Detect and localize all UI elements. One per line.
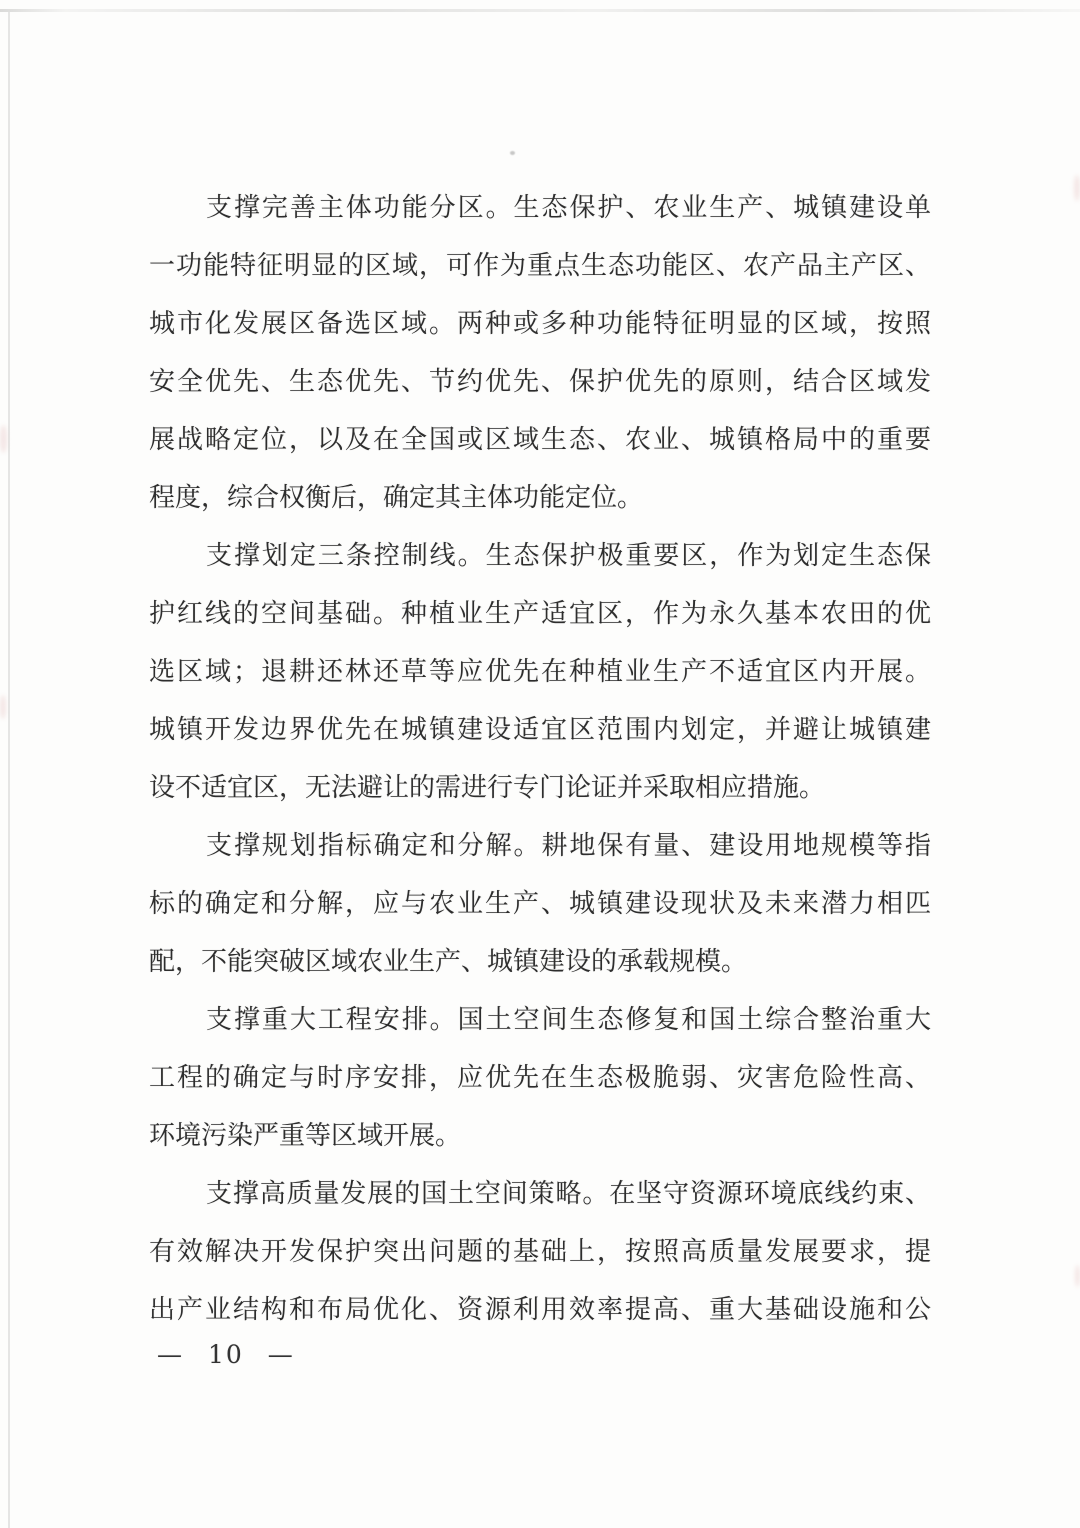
scan-smudge-artifact	[1075, 1265, 1080, 1287]
text-line: 展战略定位，以及在全国或区域生态、农业、城镇格局中的重要	[149, 425, 931, 455]
text-line: 支撑完善主体功能分区。生态保护、农业生产、城镇建设单	[206, 193, 931, 223]
text-line: 支撑划定三条控制线。生态保护极重要区，作为划定生态保	[206, 541, 931, 571]
scan-edge-artifact-top	[0, 9, 1080, 12]
text-line: 支撑重大工程安排。国土空间生态修复和国土综合整治重大	[206, 1005, 931, 1035]
scan-smudge-artifact	[0, 425, 7, 453]
text-line: 一功能特征明显的区域，可作为重点生态功能区、农产品主产区、	[149, 251, 931, 281]
text-line: 城市化发展区备选区域。两种或多种功能特征明显的区域，按照	[149, 309, 931, 339]
scan-smudge-artifact	[0, 695, 6, 719]
text-line: 支撑规划指标确定和分解。耕地保有量、建设用地规模等指	[206, 831, 931, 861]
text-line: 程度，综合权衡后，确定其主体功能定位。	[149, 483, 644, 513]
paragraph	[149, 817, 931, 991]
text-line: 护红线的空间基础。种植业生产适宜区，作为永久基本农田的优	[149, 599, 931, 629]
text-line: 工程的确定与时序安排，应优先在生态极脆弱、灾害危险性高、	[149, 1063, 931, 1093]
paragraph	[149, 1165, 931, 1339]
text-line: 选区域；退耕还林还草等应优先在种植业生产不适宜区内开展。	[149, 657, 931, 687]
scan-edge-artifact-left	[8, 12, 10, 1528]
page-number: — 10 —	[157, 1340, 295, 1369]
text-line: 出产业结构和布局优化、资源利用效率提高、重大基础设施和公	[149, 1295, 931, 1325]
text-line: 环境污染严重等区域开展。	[149, 1121, 462, 1151]
paragraph	[149, 527, 931, 817]
text-line: 支撑高质量发展的国土空间策略。在坚守资源环境底线约束、	[206, 1179, 931, 1209]
scan-smudge-artifact	[1074, 175, 1080, 201]
paragraph	[149, 179, 931, 527]
text-line: 设不适宜区，无法避让的需进行专门论证并采取相应措施。	[149, 773, 826, 803]
text-line: 城镇开发边界优先在城镇建设适宜区范围内划定，并避让城镇建	[149, 715, 931, 745]
scan-speck-artifact	[510, 151, 515, 155]
paragraph	[149, 991, 931, 1165]
text-line: 标的确定和分解，应与农业生产、城镇建设现状及未来潜力相匹	[149, 889, 931, 919]
document-body-text	[149, 179, 931, 1339]
text-line: 配，不能突破区域农业生产、城镇建设的承载规模。	[149, 947, 748, 977]
text-line: 安全优先、生态优先、节约优先、保护优先的原则，结合区域发	[149, 367, 931, 397]
text-line: 有效解决开发保护突出问题的基础上，按照高质量发展要求，提	[149, 1237, 931, 1267]
